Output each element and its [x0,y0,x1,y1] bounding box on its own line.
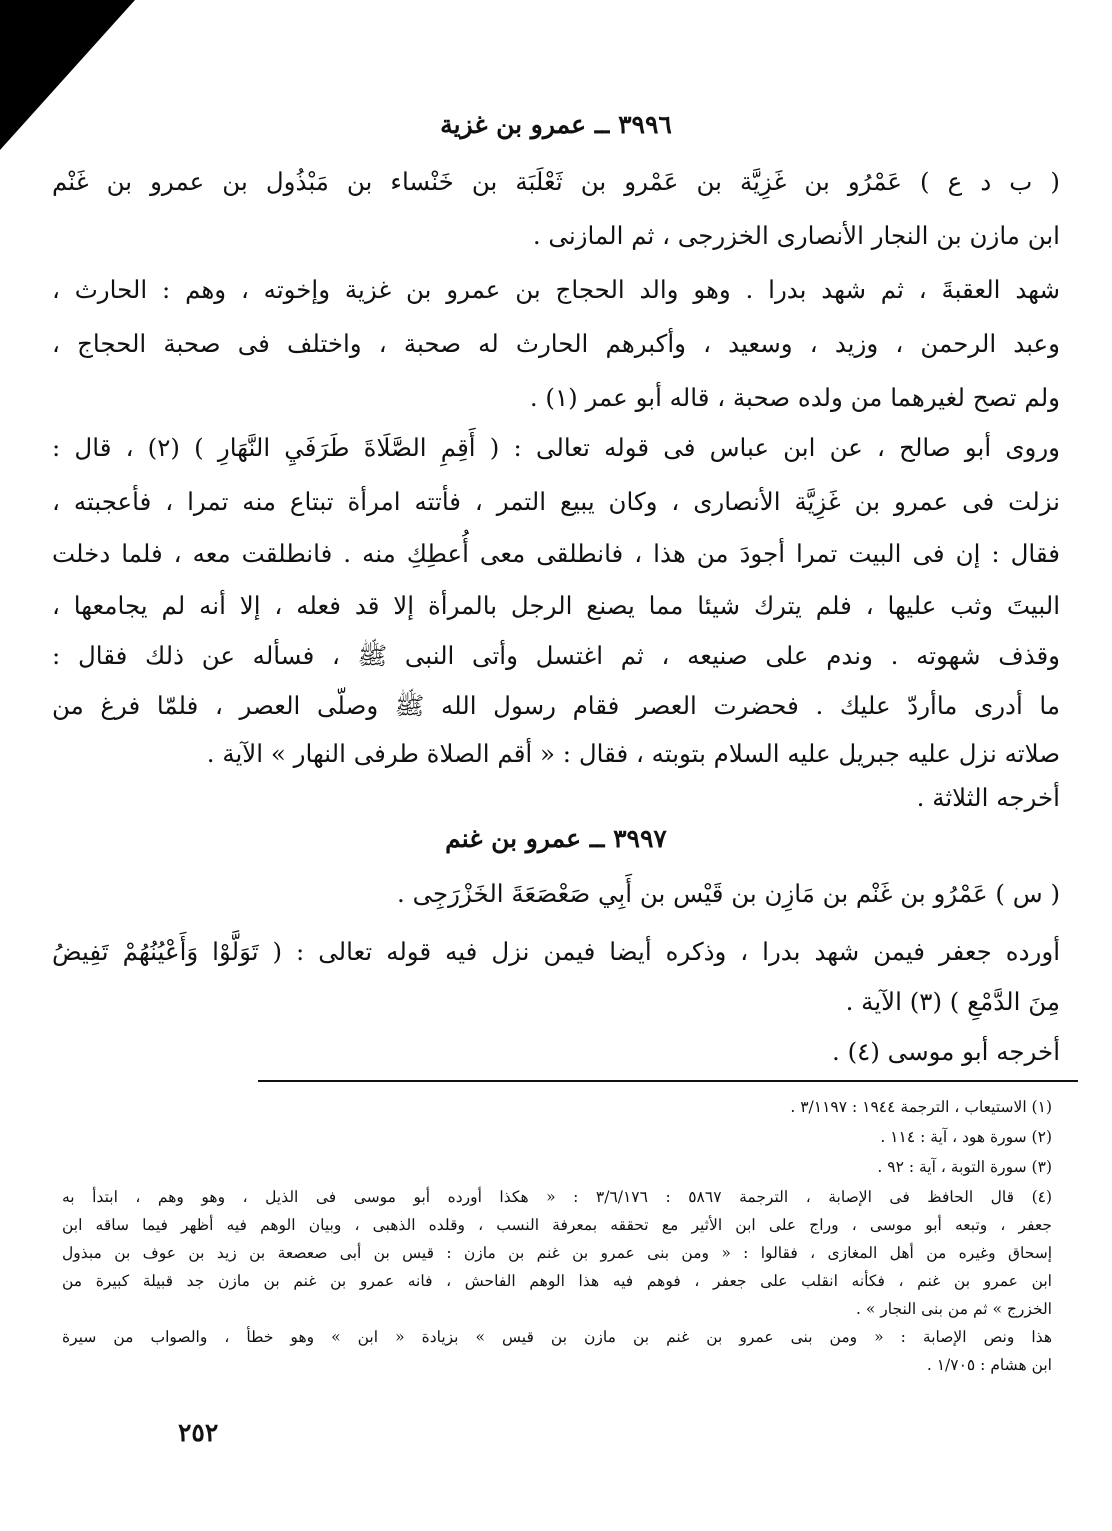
entry-3996-line-10: وقذف شهوته . وندم على صنيعه ، ثم اغتسل وأتى النبى ﷺ ، فسأله عن ذلك فقال : [52,641,1060,670]
entry-3997-line-3: مِنَ الدَّمْعِ ) (٣) الآية . [845,987,1060,1016]
scan-corner-mark [0,0,135,150]
entry-3997-line-4: أخرجه أبو موسى (٤) . [832,1037,1060,1066]
entry-3996-line-4: وعبد الرحمن ، وزيد ، وسعيد ، وأكبرهم الحارث له صحبة ، واختلف فى صحبة الحجاج ، [52,329,1060,358]
footnote-4-line-1: (٤) قال الحافظ فى الإصابة ، الترجمة ٥٨٦٧ : ٣/٦/١٧٦ : « هكذا أورده أبو موسى فى الذيل ، وهو وهم ، ابتدأ به [62,1188,1053,1206]
footnote-separator [258,1080,1078,1082]
footnote-4-line-2: جعفر ، وتبعه أبو موسى ، وراج على ابن الأثير مع تحققه بمعرفة النسب ، وقلده الذهبى ، وبيان الوهم فيه أظهر فيما ساقه ابن [62,1216,1052,1234]
entry-3996-line-6: وروى أبو صالح ، عن ابن عباس فى قوله تعالى : ( أَقِمِ الصَّلَاةَ طَرَفَيِ النَّهَارِ ) (٢) ، قال : [52,433,1060,462]
entry-3996-line-2: ابن مازن بن النجار الأنصارى الخزرجى ، ثم المازنى . [532,221,1060,250]
entry-3996-line-3: شهد العقبةَ ، ثم شهد بدرا . وهو والد الحجاج بن عمرو بن غزية وإخوته ، وهم : الحارث ، [52,275,1060,304]
footnote-4-line-4: ابن عمرو بن غنم ، فكأنه انقلب على جعفر ، فوهم فيه هذا الوهم الفاحش ، فانه عمرو بن غنم بن مازن جد قبيلة كبيرة من [62,1272,1052,1290]
entry-3997-line-1: ( س ) عَمْرُو بن غَنْم بن مَازِن بن قَيْس بن أَبِي صَعْصَعَةَ الخَزْرَجِى . [397,879,1060,908]
footnote-4-line-6: هذا ونص الإصابة : « ومن بنى عمرو بن غنم بن مازن بن قيس » بزيادة « ابن » وهو خطأ ، والصواب من سيرة [62,1328,1052,1346]
footnote-3: (٣) سورة التوبة ، آية : ٩٢ . [877,1158,1052,1176]
footnote-1: (١) الاستيعاب ، الترجمة ١٩٤٤ : ٣/١١٩٧ . [790,1098,1052,1116]
footnote-4-line-5: الخزرج » ثم من بنى النجار » . [855,1300,1052,1318]
entry-3996-line-11: ما أدرى ماأردّ عليك . فحضرت العصر فقام رسول الله ﷺ وصلّى العصر ، فلمّا فرغ من [52,691,1060,720]
entry-3996-heading: ٣٩٩٦ ــ عمرو بن غزية [440,110,672,139]
entry-3997-line-2: أورده جعفر فيمن شهد بدرا ، وذكره أيضا فيمن نزل فيه قوله تعالى : ( تَوَلَّوْا وَأَعْيُنُهُمْ تَفِيضُ [52,937,1060,966]
entry-3996-line-12: صلاته نزل عليه جبريل عليه السلام بتوبته ، فقال : « أقم الصلاة طرفى النهار » الآية . [206,739,1060,768]
page-number: ٢٥٢ [178,1418,219,1447]
entry-3997-heading: ٣٩٩٧ ــ عمرو بن غنم [445,824,667,853]
entry-3996-line-5: ولم تصح لغيرهما من ولده صحبة ، قاله أبو عمر (١) . [529,383,1060,412]
footnote-4-line-3: إسحاق وغيره من أهل المغازى ، فقالوا : « ومن بنى عمرو بن غنم بن مازن : قيس بن أبى صعصعة بن زيد بن عوف بن مبذول [62,1244,1052,1262]
entry-3996-line-7: نزلت فى عمرو بن غَزِيَّة الأنصارى ، وكان يبيع التمر ، فأتته امرأة تبتاع منه تمرا ، فأعجبته ، [52,487,1060,516]
entry-3996-line-1: ( ب د ع ) عَمْرُو بن غَزِيَّة بن عَمْرو بن ثَعْلَبَة بن خَنْساء بن مَبْذُول بن عمرو بن غَنْم [52,167,1060,196]
footnote-2: (٢) سورة هود ، آية : ١١٤ . [880,1128,1052,1146]
footnote-4-line-7: ابن هشام : ١/٧٠٥ . [926,1356,1052,1374]
entry-3996-line-13: أخرجه الثلاثة . [916,783,1060,812]
entry-3996-line-8: فقال : إن فى البيت تمرا أجودَ من هذا ، فانطلقى معى أُعطِكِ منه . فانطلقت معه ، فلما دخلت [52,539,1060,568]
entry-3996-line-9: البيتَ وثب عليها ، فلم يترك شيئا مما يصنع الرجل بالمرأة إلا قد فعله ، إلا أنه لم يجامعها ، [52,591,1060,620]
